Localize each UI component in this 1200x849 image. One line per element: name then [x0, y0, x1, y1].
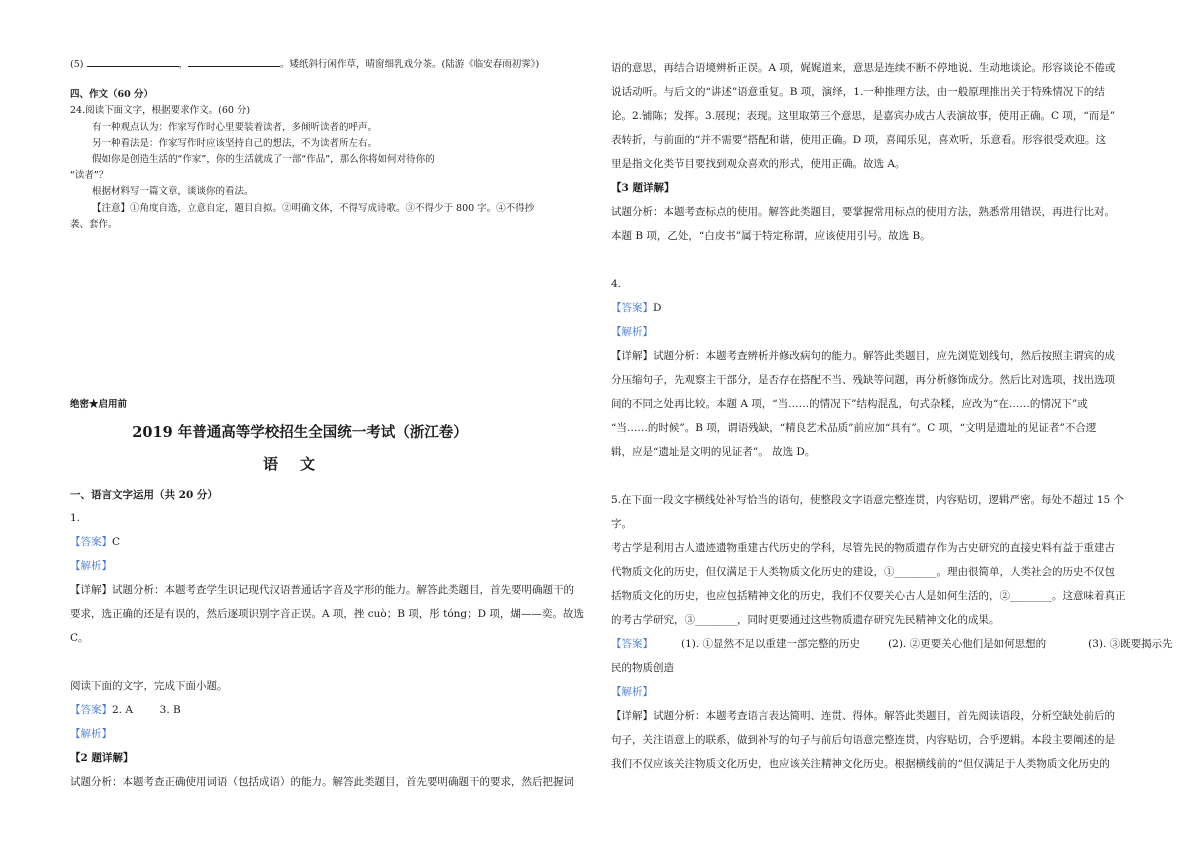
- r-line-15: 我们不仅应该关注物质文化历史，也应该关注精神文化历史。根据横线前的“但仅满足于人类物质文化历史的: [611, 758, 1110, 770]
- answer-label: 【答案】: [70, 704, 112, 716]
- blank-2[interactable]: ②________: [999, 590, 1052, 602]
- q2-3-answer: [70, 703, 181, 717]
- answer-3: (3). ③既要揭示先: [1088, 638, 1173, 650]
- r-line-1: 语的意思，再结合语境辨析正误。A 项，娓娓道来，意思是连续不断不停地说、生动地谈论。形容谈论不倦或: [611, 62, 1116, 74]
- passage-text: 。这意味着真正: [1052, 590, 1126, 602]
- subject-title: 语文: [262, 455, 337, 473]
- answer-label: 【答案】: [70, 536, 112, 548]
- r-line-6: 试题分析：本题考查标点的使用。解答此类题目，要掌握常用标点的使用方法，熟悉常用错误，再进行比对。: [611, 206, 1115, 218]
- q5-passage-4: [611, 613, 1000, 627]
- r-line-9: 分压缩句子，先观察主干部分，是否存在搭配不当、残缺等问题，再分析修饰成分。然后比对选项，找出选项: [611, 374, 1115, 386]
- r-line-3: 论。2.铺陈；发挥。3.展现；表现。这里取第三个意思，是嘉宾办成古人表演故事，使用正确。C 项，“而是”: [611, 110, 1116, 122]
- q2-detail-1: 试题分析：本题考查正确使用词语（包括成语）的能力。解答此类题目，首先要明确题干的要求，然后把握词: [70, 776, 574, 788]
- blank-1[interactable]: ①________: [884, 566, 937, 578]
- r-line-11: “当……的时候”。B 项，谓语残缺，“精良艺术品质”前应加“具有”。C 项，“文明是遗址的见证者”不合逻: [611, 422, 1097, 434]
- analysis-label: 【解析】: [70, 560, 112, 572]
- r-line-13: 【详解】试题分析：本题考查语言表达简明、连贯、得体。解答此类题目，首先阅读语段，分析空缺处前后的: [611, 710, 1115, 722]
- q3-detail-title: 【3 题详解】: [611, 182, 675, 194]
- r-line-2: 说话动听。与后文的“讲述”语意重复。B 项，演绎，1.一种推理方法，由一般原理推出关于特殊情况下的结: [611, 86, 1105, 98]
- q5-passage-3: [611, 589, 1126, 603]
- essay-note-cont: 袭、套作。: [70, 219, 118, 230]
- q5-prompt-1: 5.在下面一段文字横线处补写恰当的语句，使整段文字语意完整连贯，内容贴切，逻辑严密。每处不超过 15 个: [611, 494, 1125, 506]
- answer-2: (2). ②更要关心他们是如何思想的: [888, 638, 1047, 650]
- q5-prompt-2: 字。: [611, 518, 632, 530]
- r-line-5: 里是指文化类节目要找到观众喜欢的形式，使用正确。故选 A。: [611, 158, 906, 170]
- passage-text: 的考古学研究，: [611, 614, 685, 626]
- q5-passage-2: [611, 565, 1115, 579]
- essay-material-3: 假如你是创造生活的“作家”，你的生活就成了一部“作品”，那么你将如何对待你的: [92, 154, 435, 165]
- q5-answer-cont: 民的物质创造: [611, 662, 674, 674]
- r-line-4: 表转折，与前面的“并不需要”搭配和谐，使用正确。D 项，喜闻乐见，喜欢听，乐意看。形容很受欢迎。这: [611, 134, 1106, 146]
- answer-label: 【答案】: [611, 638, 653, 650]
- essay-material-2: 另一种看法是：作家写作时应该坚持自己的想法，不为读者所左右。: [92, 138, 378, 149]
- passage-text: ，同时更要通过这些物质遗存研究先民精神文化的成果。: [737, 614, 1000, 626]
- answer-1: (1). ①显然不足以重建一部完整的历史: [681, 638, 861, 650]
- q5-tail: 。矮纸斜行闲作草，晴窗细乳戏分茶。(陆游《临安春雨初霁》): [280, 59, 540, 70]
- essay-material-1: 有一种观点认为：作家写作时心里要装着读者，多倾听读者的呼声。: [92, 122, 378, 133]
- r-line-8: 【详解】试题分析：本题考查辨析并修改病句的能力。解答此类题目，应先浏览划线句，然后按照主谓宾的成: [611, 350, 1115, 362]
- q4-number: 4.: [611, 278, 622, 290]
- passage-text: 代物质文化的历史，但仅满足于人类物质文化历史的建设，: [611, 566, 884, 578]
- analysis-label: 【解析】: [611, 326, 653, 338]
- answer-value: D: [653, 302, 662, 314]
- essay-material-5: 根据材料写一篇文章，谈谈你的看法。: [92, 186, 254, 197]
- section-1-title: 一、语言文字运用（共 20 分）: [70, 489, 218, 501]
- reading-instruction: 阅读下面的文字，完成下面小题。: [70, 680, 228, 692]
- q5-part-label: (5): [70, 59, 84, 70]
- blank-1[interactable]: [87, 56, 179, 67]
- q4-answer: [611, 301, 661, 315]
- confidential-mark: 绝密★启用前: [70, 399, 128, 410]
- exam-title: 2019 年普通高等学校招生全国统一考试（浙江卷）: [132, 424, 468, 441]
- passage-text: 。理由很简单，人类社会的历史不仅包: [936, 566, 1115, 578]
- answer-value: 2. A 3. B: [112, 704, 181, 716]
- q1-detail-2: 要求，选正确的还是有误的，然后逐项识别字音正误。A 项，挫 cuò；B 项，彤 tóng；D 项，煳——奕。故选: [70, 608, 584, 620]
- q1-answer: [70, 535, 120, 549]
- r-line-14: 句子，关注语意上的联系，做到补写的句子与前后句语意完整连贯，内容贴切，合乎逻辑。本段主要阐述的是: [611, 734, 1115, 746]
- q5-passage-1: 考古学是利用古人遗迹遗物重建古代历史的学科，尽管先民的物质遗存作为古史研究的直接史料有益于重建古: [611, 542, 1115, 554]
- q2-detail-title: 【2 题详解】: [70, 752, 134, 764]
- q5-fill-line: [70, 56, 539, 72]
- r-line-12: 辑，应是“遗址是文明的见证者”。 故选 D。: [611, 446, 816, 458]
- r-line-10: 间的不同之处再比较。本题 A 项，“当……的情况下”结构混乱，句式杂糅，应改为“在……的情况下”或: [611, 398, 1088, 410]
- q24-prompt: 24.阅读下面文字，根据要求作文。(60 分): [70, 105, 251, 116]
- passage-text: 括物质文化的历史，也应包括精神文化的历史，我们不仅要关心古人是如何生活的，: [611, 590, 1000, 602]
- section-4-title: 四、作文（60 分）: [70, 89, 154, 100]
- analysis-label: 【解析】: [611, 686, 653, 698]
- blank-2[interactable]: [188, 56, 280, 67]
- answer-value: C: [112, 536, 121, 548]
- q5-comma: ，: [178, 59, 189, 70]
- q1-detail-3: C。: [70, 632, 89, 644]
- blank-3[interactable]: ③________: [684, 614, 737, 626]
- r-line-7: 本题 B 项，乙处，“白皮书”属于特定称谓，应该使用引号。故选 B。: [611, 230, 931, 242]
- essay-material-4: “读者”？: [70, 170, 109, 181]
- q1-detail-1: 【详解】试题分析：本题考查学生识记现代汉语普通话字音及字形的能力。解答此类题目，首先要明确题干的: [70, 584, 574, 596]
- analysis-label: 【解析】: [70, 728, 112, 740]
- q5-answer: [611, 637, 1173, 651]
- q1-number: 1.: [70, 512, 81, 524]
- essay-note: 【注意】①角度自选，立意自定，题目自拟。②明确文体，不得写成诗歌。③不得少于 800 字。④不得抄: [92, 203, 535, 214]
- answer-label: 【答案】: [611, 302, 653, 314]
